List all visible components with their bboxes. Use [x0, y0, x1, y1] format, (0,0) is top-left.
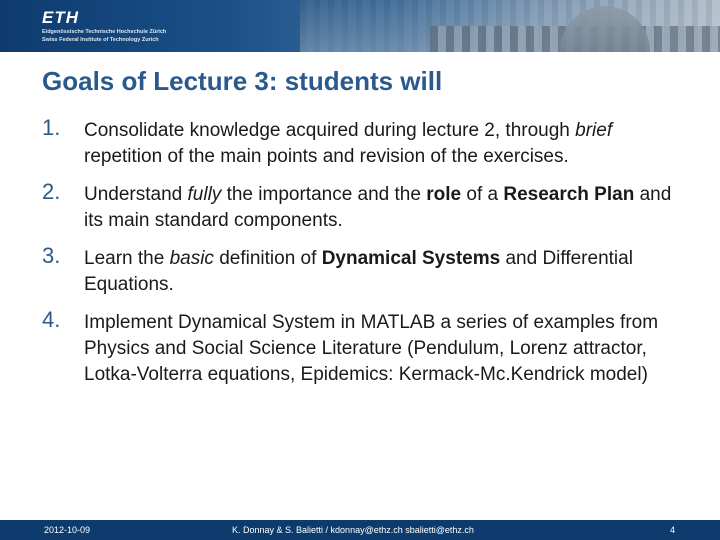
goal-text-part-bold: Research Plan [503, 184, 635, 205]
goal-number: 4. [42, 307, 61, 332]
goal-item [42, 307, 692, 388]
goal-text [84, 246, 692, 298]
goal-item [42, 115, 692, 170]
goal-number: 2. [42, 179, 61, 204]
eth-logo: ETH [42, 8, 79, 27]
goal-text-part: Implement Dynamical System in MATLAB a series of examples from Physics and Social Science Literature (Pendulum, Lorenz attractor, Lotka-Volterra equations, Epidemics: Kermack-Mc.Kendrick model) [84, 312, 659, 385]
goal-item [42, 179, 692, 234]
logo-subtitle-line-2: Swiss Federal Institute of Technology Zurich [42, 37, 159, 43]
footer-date: 2012-10-09 [44, 525, 91, 535]
logo-subtitle-line-1: Eidgenössische Technische Hochschule Zürich [42, 29, 167, 35]
goal-text-part: of a [461, 184, 504, 205]
goal-text [84, 118, 692, 170]
goal-text [84, 310, 692, 388]
goal-text-part: repetition of the main points and revision of the exercises. [84, 146, 569, 167]
slide-title: Goals of Lecture 3: students will [42, 66, 443, 96]
goal-item [42, 243, 692, 298]
goal-number: 1. [42, 115, 61, 140]
slide-header [0, 0, 720, 52]
goal-text-part: Understand [84, 184, 188, 205]
goal-text-part-italic: basic [169, 248, 214, 269]
goal-text [84, 182, 692, 234]
goal-text-part-italic: fully [187, 184, 222, 205]
footer-authors: K. Donnay & S. Balietti / kdonnay@ethz.ch sbalietti@ethz.ch [232, 525, 474, 535]
goal-text-part-italic: brief [575, 120, 613, 141]
slide-footer [0, 520, 720, 540]
goal-text-part: Consolidate knowledge acquired during lecture 2, through [84, 120, 576, 141]
page-number: 4 [670, 525, 676, 535]
goals-list [42, 115, 692, 400]
goal-text-part: definition of [213, 248, 322, 269]
goal-text-part: Learn the [84, 248, 170, 269]
goal-text-part: and its main standard components. [84, 184, 672, 231]
goal-text-part-bold: role [426, 184, 462, 205]
goal-text-part: and Differential Equations. [84, 248, 633, 295]
goal-text-part: the importance and the [221, 184, 427, 205]
eth-logo-subtitle [42, 28, 166, 44]
goal-number: 3. [42, 243, 61, 268]
goal-text-part-bold: Dynamical Systems [321, 248, 501, 269]
